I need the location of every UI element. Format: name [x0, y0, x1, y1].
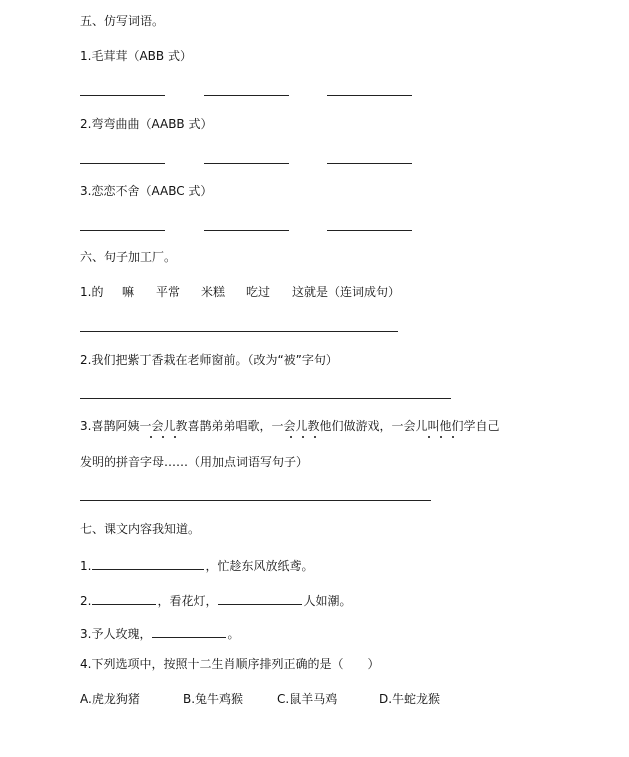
option-d[interactable]: D.牛蛇龙猴	[379, 692, 441, 706]
fill-blank[interactable]	[218, 592, 302, 605]
answer-line[interactable]	[80, 331, 398, 332]
option-c[interactable]: C.鼠羊马鸡	[277, 692, 338, 706]
scrambled-word: 米糕	[201, 285, 226, 299]
question-number: 2.	[80, 594, 92, 608]
fill-blank[interactable]	[92, 557, 204, 570]
emphasis-dot	[302, 436, 304, 438]
answer-line[interactable]	[204, 163, 289, 164]
emphasis-dot	[314, 436, 316, 438]
answer-line[interactable]	[80, 163, 165, 164]
option-b[interactable]: B.兔牛鸡猴	[183, 692, 244, 706]
emphasis-dot	[440, 436, 442, 438]
question-text: ，忙趁东风放纸鸢。	[205, 559, 314, 573]
answer-line[interactable]	[80, 500, 431, 501]
section6-heading: 六、句子加工厂。	[80, 250, 177, 264]
answer-line[interactable]	[327, 163, 412, 164]
section7-heading: 七、课文内容我知道。	[80, 522, 201, 536]
option-a[interactable]: A.虎龙狗猪	[80, 692, 140, 706]
scrambled-word: 嘛	[122, 285, 135, 299]
section5-question-2: 2.弯弯曲曲（AABB 式）	[80, 117, 213, 131]
answer-line[interactable]	[327, 95, 412, 96]
section7-question-4: 4.下列选项中，按照十二生肖顺序排列正确的是（ ）	[80, 657, 380, 671]
section7-question-1	[80, 557, 313, 573]
emphasis-dot	[162, 436, 164, 438]
answer-line[interactable]	[204, 230, 289, 231]
question-text: 。	[227, 627, 240, 641]
section5-question-3: 3.恋恋不舍（AABC 式）	[80, 184, 213, 198]
emphasis-dot	[452, 436, 454, 438]
section6-question-2: 2.我们把紫丁香栽在老师窗前。（改为“被”字句）	[80, 353, 338, 367]
question-text: ，看花灯，	[157, 594, 218, 608]
answer-line[interactable]	[80, 398, 451, 399]
answer-line[interactable]	[80, 230, 165, 231]
scrambled-word: 平常	[156, 285, 181, 299]
emphasis-dot	[428, 436, 430, 438]
question-text: 人如潮。	[303, 594, 352, 608]
section6-question-1-number: 1.的	[80, 285, 104, 299]
section7-question-3	[80, 625, 239, 641]
answer-line[interactable]	[80, 95, 165, 96]
section7-question-2	[80, 592, 351, 608]
section6-question-3-line-1: 3.喜鹊阿姨一会儿教喜鹊弟弟唱歌，一会儿教他们做游戏，一会儿叫他们学自己	[80, 419, 500, 433]
scrambled-word: 吃过	[246, 285, 271, 299]
section5-heading: 五、仿写词语。	[80, 14, 165, 28]
section5-question-1: 1.毛茸茸（ABB 式）	[80, 49, 192, 63]
fill-blank[interactable]	[92, 592, 156, 605]
answer-line[interactable]	[327, 230, 412, 231]
emphasis-dot	[290, 436, 292, 438]
scrambled-word: 这就是（连词成句）	[292, 285, 401, 299]
emphasis-dot	[150, 436, 152, 438]
answer-line[interactable]	[204, 95, 289, 96]
question-number: 1.	[80, 559, 92, 573]
fill-blank[interactable]	[152, 625, 226, 638]
section6-question-3-line-2: 发明的拼音字母……（用加点词语写句子）	[80, 455, 309, 469]
emphasis-dot	[174, 436, 176, 438]
question-text: 3.予人玫瑰，	[80, 627, 152, 641]
